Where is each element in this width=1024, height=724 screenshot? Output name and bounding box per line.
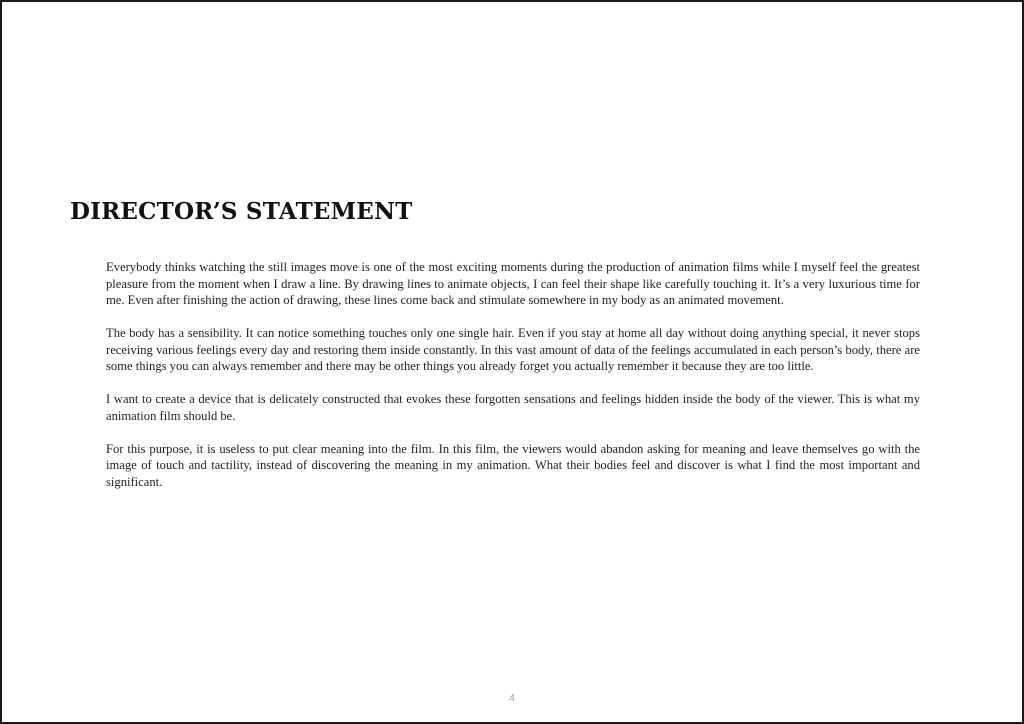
statement-paragraph-3: I want to create a device that is delicately constructed that evokes these forgotten sensations and feelings hidden inside the body of the viewer. This is what my animation film should be. (106, 392, 920, 423)
statement-paragraph-2: The body has a sensibility. It can notice something touches only one single hair. Even if you stay at home all day without doing anything special, it never stops receiving various feelings every day and restoring them inside constantly. In this vast amount of data of the feelings accumulated in each person’s body, there are some things you can always remember and there may be other things you already forget you actually remember it because they are too little. (106, 326, 920, 373)
statement-paragraph-1: Everybody thinks watching the still images move is one of the most exciting moments during the production of animation films while I myself feel the greatest pleasure from the moment when I draw a line. By drawing lines to animate objects, I can feel their shape like carefully touching it. It’s a very luxurious time for me. Even after finishing the action of drawing, these lines come back and stimulate somewhere in my body as an animated movement. (106, 260, 920, 307)
page-number: 4 (509, 693, 515, 704)
page-title: DIRECTOR’S STATEMENT (70, 198, 413, 225)
statement-paragraph-4: For this purpose, it is useless to put clear meaning into the film. In this film, the viewers would abandon asking for meaning and leave themselves go with the image of touch and tactility, instead of discovering the meaning in my animation. What their bodies feel and discover is what I find the most important and significant. (106, 441, 920, 489)
statement-body (106, 259, 920, 507)
